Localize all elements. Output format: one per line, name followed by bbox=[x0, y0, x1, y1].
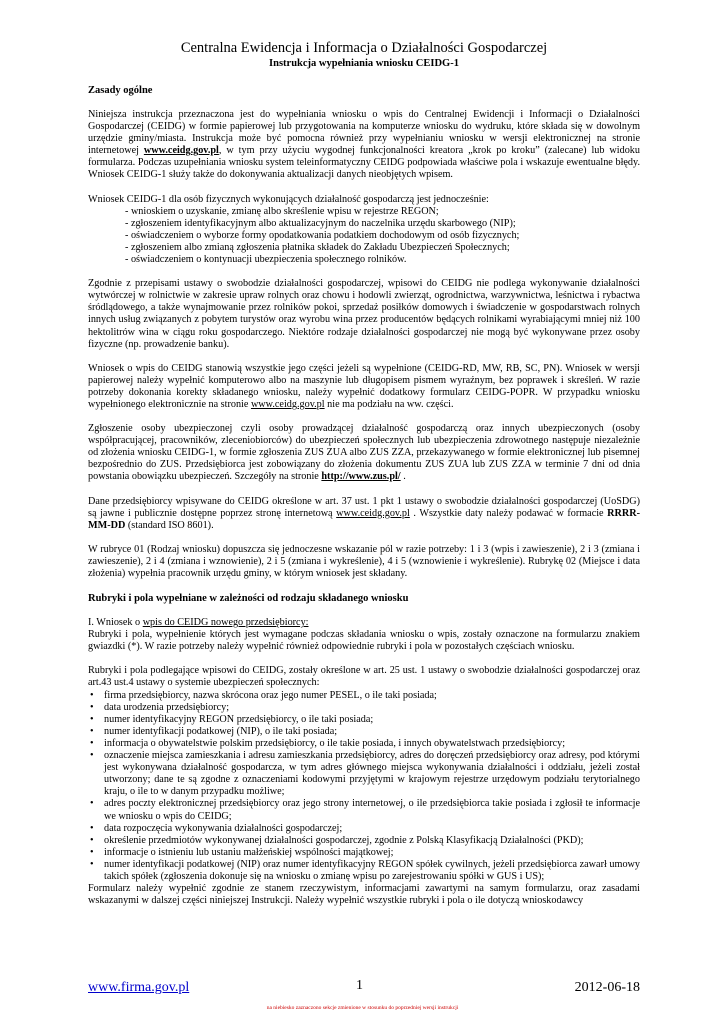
paragraph-intro: Niniejsza instrukcja przeznaczona jest do wypełniania wniosku o wpis do Centralnej Ewidencji i Informacji o Działalności Gospodarczej (CEIDG) w formie papierowej lub przygotowania na komputerze wniosku do wydruku, które składa się w dowolnym urzędzie gminy/miasta. Instrukcja może być pomocna również przy wypełnianiu wniosku w wersji elektronicznej na stronie internetowej www.ceidg.gov.pl, w tym przy użyciu wygodnej funkcjonalności kreatora „krok po kroku” (zalecane) lub widoku formularza. Podczas uzupełniania wniosku system teleinformatyczny CEIDG podpowiada właściwe pola i wskazuje ewentualne błędy. Wniosek CEIDG-1 służy także do dokonywania aktualizacji danych nieobjętych wpisem. bbox=[88, 109, 640, 181]
paragraph-ceidg1-purpose: Wniosek CEIDG-1 dla osób fizycznych wykonujących działalność gospodarczą jest jednocześnie: bbox=[88, 193, 489, 205]
bullet-icon: • bbox=[90, 750, 94, 762]
purpose-list bbox=[88, 206, 640, 266]
bullet-item: • numer identyfikacji podatkowej (NIP), o ile taki posiada; bbox=[90, 725, 338, 737]
bullet-icon: • bbox=[90, 822, 94, 834]
paragraph-fill-instructions: Formularz należy wypełnić zgodnie ze stanem rzeczywistym, informacjami zawartymi na samym formularzu, oraz zasadami wskazanymi w dalszej części niniejszej Instrukcji. Należy wypełnić wszystkie rubryki i pola o ile dotyczą wnioskodawcy bbox=[88, 883, 640, 907]
footer-date: 2012-06-18 bbox=[574, 980, 640, 995]
bullet-item: • numer identyfikacyjny REGON przedsiębiorcy, o ile taki posiada; bbox=[90, 713, 374, 725]
paragraph-exclusions: Zgodnie z przepisami ustawy o swobodzie działalności gospodarczej, wpisowi do CEIDG nie podlega wykonywanie działalności wytwórczej w rolnictwie w zakresie upraw rolnych oraz chowu i hodowli zwierząt, ogrodnictwa, warzywnictwa, leśnictwa i rybactwa śródlądowego, a także wynajmowanie przez rolników pokoi, sprzedaż posiłków domowych i świadczenie w gospodarstwach rolnych innych usług związanych z pobytem turystów oraz wyrobu wina przez producentów będących rolnikami wyrabiającymi mniej niż 100 hektolitrów wina w ciągu roku gospodarczego. Niektóre rodzaje działalności gospodarczej nie mogą być wykonywane przez osoby fizyczne (np. prowadzenie banku). bbox=[88, 278, 640, 350]
section-heading-rubrics: Rubryki i pola wypełniane w zależności od rodzaju składanego wniosku bbox=[88, 593, 409, 605]
page-number: 1 bbox=[356, 978, 363, 993]
bullet-icon: • bbox=[90, 846, 94, 858]
bullet-icon: • bbox=[90, 689, 94, 701]
footer-site-link[interactable]: www.firma.gov.pl bbox=[88, 980, 190, 995]
document-page bbox=[88, 40, 640, 907]
list-item: - wnioskiem o uzyskanie, zmianę albo skreślenie wpisu w rejestrze REGON; bbox=[125, 205, 439, 217]
bullet-icon: • bbox=[90, 725, 94, 737]
page-footer bbox=[88, 980, 640, 1000]
bullet-item: • adres poczty elektronicznej przedsiębiorcy oraz jego strony internetowej, o ile przedsiębiorca takie posiada i zgłosił te informacje we wniosku o wpis do CEIDG; bbox=[90, 798, 640, 822]
list-item: - oświadczeniem o kontynuacji ubezpieczenia społecznego rolników. bbox=[125, 254, 407, 266]
paragraph-public-data: Dane przedsiębiorcy wpisywane do CEIDG określone w art. 37 ust. 1 pkt 1 ustawy o swobodzie działalności gospodarczej (UoSDG) są jawne i publicznie dostępne poprzez stronę internetową www.ceidg.gov.pl . Wszystkie daty należy podawać w formacie RRRR-MM-DD (standard ISO 8601). bbox=[88, 495, 640, 531]
bullet-icon: • bbox=[90, 798, 94, 810]
list-item: - oświadczeniem o wyborze formy opodatkowania podatkiem dochodowym od osób fizycznych; bbox=[125, 229, 520, 241]
bullet-icon: • bbox=[90, 701, 94, 713]
bullet-item: • numer identyfikacji podatkowej (NIP) oraz numer identyfikacyjny REGON spółek cywilnych, jeżeli przedsiębiorca zawarł umowy takich spółek (zgłoszenia dokonuje się na wniosku o zmianę wpisu po zarejestrowaniu spółki w GUS i US); bbox=[90, 858, 640, 882]
paragraph-parts: Wniosek o wpis do CEIDG stanowią wszystkie jego części jeżeli są wypełnione (CEIDG-RD, MW, RB, SC, PN). Wniosek w wersji papierowej należy wypełnić komputerowo albo na maszynie lub długopisem pismem wyraźnym, bez poprawek i skreśleń. W razie potrzeby dokonania korekty składanego wniosku, należy wypełnić dodatkowy formularz CEIDG-POPR. W przypadku wniosku wypełnionego elektronicznie na stronie www.ceidg.gov.pl nie ma podziału na ww. części. bbox=[88, 362, 640, 410]
bullet-item: • informacje o istnieniu lub ustaniu małżeńskiej wspólności majątkowej; bbox=[90, 846, 394, 858]
document-title: Centralna Ewidencja i Informacja o Działalności Gospodarczej bbox=[180, 40, 548, 56]
zus-link[interactable]: http://www.zus.pl/ bbox=[321, 471, 401, 483]
bullet-item: • określenie przedmiotów wykonywanej działalności gospodarczej, zgodnie z Polską Klasyfikacją Działalności (PKD); bbox=[90, 834, 584, 846]
document-subtitle: Instrukcja wypełniania wniosku CEIDG-1 bbox=[269, 58, 459, 69]
bullet-item: • data urodzenia przedsiębiorcy; bbox=[90, 701, 230, 713]
paragraph-zus: Zgłoszenie osoby ubezpieczonej czyli osoby prowadzącej działalność gospodarczą oraz innych ubezpieczonych (osoby współpracującej, pracowników, zleceniobiorców) do ubezpieczeń społecznych lub ubezpieczenia zdrowotnego następuje niezależnie od złożenia wniosku CEIDG-1, w formie zgłoszenia ZUS ZUA albo ZUS ZZA, przekazywanego w formie elektronicznej lub pisemnej bezpośrednio do ZUS. Przedsiębiorca jest zobowiązany do złożenia dokumentu ZUS ZUA lub ZUS ZZA w terminie 7 dni od dnia powstania obowiązku ubezpieczeń. Szczegóły na stronie http://www.zus.pl/ . bbox=[88, 423, 640, 483]
paragraph-new-entrepreneur: I. Wniosek o wpis do CEIDG nowego przedsiębiorcy: Rubryki i pola, wypełnienie których jest wymagane podczas składania wniosku o wpis, zostały oznaczone na formularzu znakiem gwiazdki (*). W razie potrzeby należy wypełnić również odpowiednie rubryki i pola w pozostałych częściach wniosku. bbox=[88, 617, 640, 653]
bullet-item: • informacja o obywatelstwie polskim przedsiębiorcy, o ile takie posiada, i innych obywatelstwach przedsiębiorcy; bbox=[90, 737, 566, 749]
list-item: - zgłoszeniem identyfikacyjnym albo aktualizacyjnym do naczelnika urzędu skarbowego (NIP); bbox=[125, 217, 516, 229]
bullet-icon: • bbox=[90, 713, 94, 725]
bullet-icon: • bbox=[90, 737, 94, 749]
date-format: RRRR-MM-DD bbox=[88, 507, 640, 531]
bullet-icon: • bbox=[90, 858, 94, 870]
ceidg-link[interactable]: www.ceidg.gov.pl bbox=[143, 145, 219, 157]
registered-fields-list bbox=[88, 690, 640, 884]
paragraph-registered-fields: Rubryki i pola podlegające wpisowi do CEIDG, zostały określone w art. 25 ust. 1 ustawy o swobodzie działalności gospodarczej oraz art.43 ust.4 ustawy o systemie ubezpieczeń społecznych: bbox=[88, 665, 640, 689]
bullet-icon: • bbox=[90, 834, 94, 846]
list-item: - zgłoszeniem albo zmianą zgłoszenia płatnika składek do Zakładu Ubezpieczeń Społecznych; bbox=[125, 241, 510, 253]
bullet-item: • firma przedsiębiorcy, nazwa skrócona oraz jego numer PESEL, o ile taki posiada; bbox=[90, 689, 437, 701]
ceidg-link[interactable]: www.ceidg.gov.pl bbox=[336, 507, 410, 519]
bullet-item: • data rozpoczęcia wykonywania działalności gospodarczej; bbox=[90, 822, 343, 834]
footer-note: na niebiesko zaznaczono sekcje zmienione w stosunku do poprzedniej wersji instrukcji bbox=[266, 1005, 459, 1011]
ceidg-link[interactable]: www.ceidg.gov.pl bbox=[250, 398, 325, 410]
section-heading-general: Zasady ogólne bbox=[88, 85, 153, 96]
paragraph-rubric-01: W rubryce 01 (Rodzaj wniosku) dopuszcza się jednoczesne wskazanie pól w razie potrzeby: 1 i 3 (wpis i zawieszenie), 2 i 3 (zmiana i zawieszenie), 2 i 4 (zmiana i wznowienie), 2 i 5 (zmiana i wykreślenie), 4 i 5 (wznowienie i wykreślenie). Rubrykę 02 (Miejsce i data złożenia) wypełnia pracownik urzędu gminy, w którym wniosek jest składany. bbox=[88, 543, 640, 579]
bullet-item: • oznaczenie miejsca zamieszkania i adresu zamieszkania przedsiębiorcy, adres do doręczeń przedsiębiorcy oraz adresy, pod którymi jest wykonywana działalność gospodarcza, w tym adres głównego miejsca wykonywania działalności i oddziału, jeżeli został utworzony; dane te są zgodne z oznaczeniami kodowymi przyjętymi w krajowym rejestrze urzędowym podziału terytorialnego kraju, o ile to w danym przypadku możliwe; bbox=[90, 750, 640, 798]
